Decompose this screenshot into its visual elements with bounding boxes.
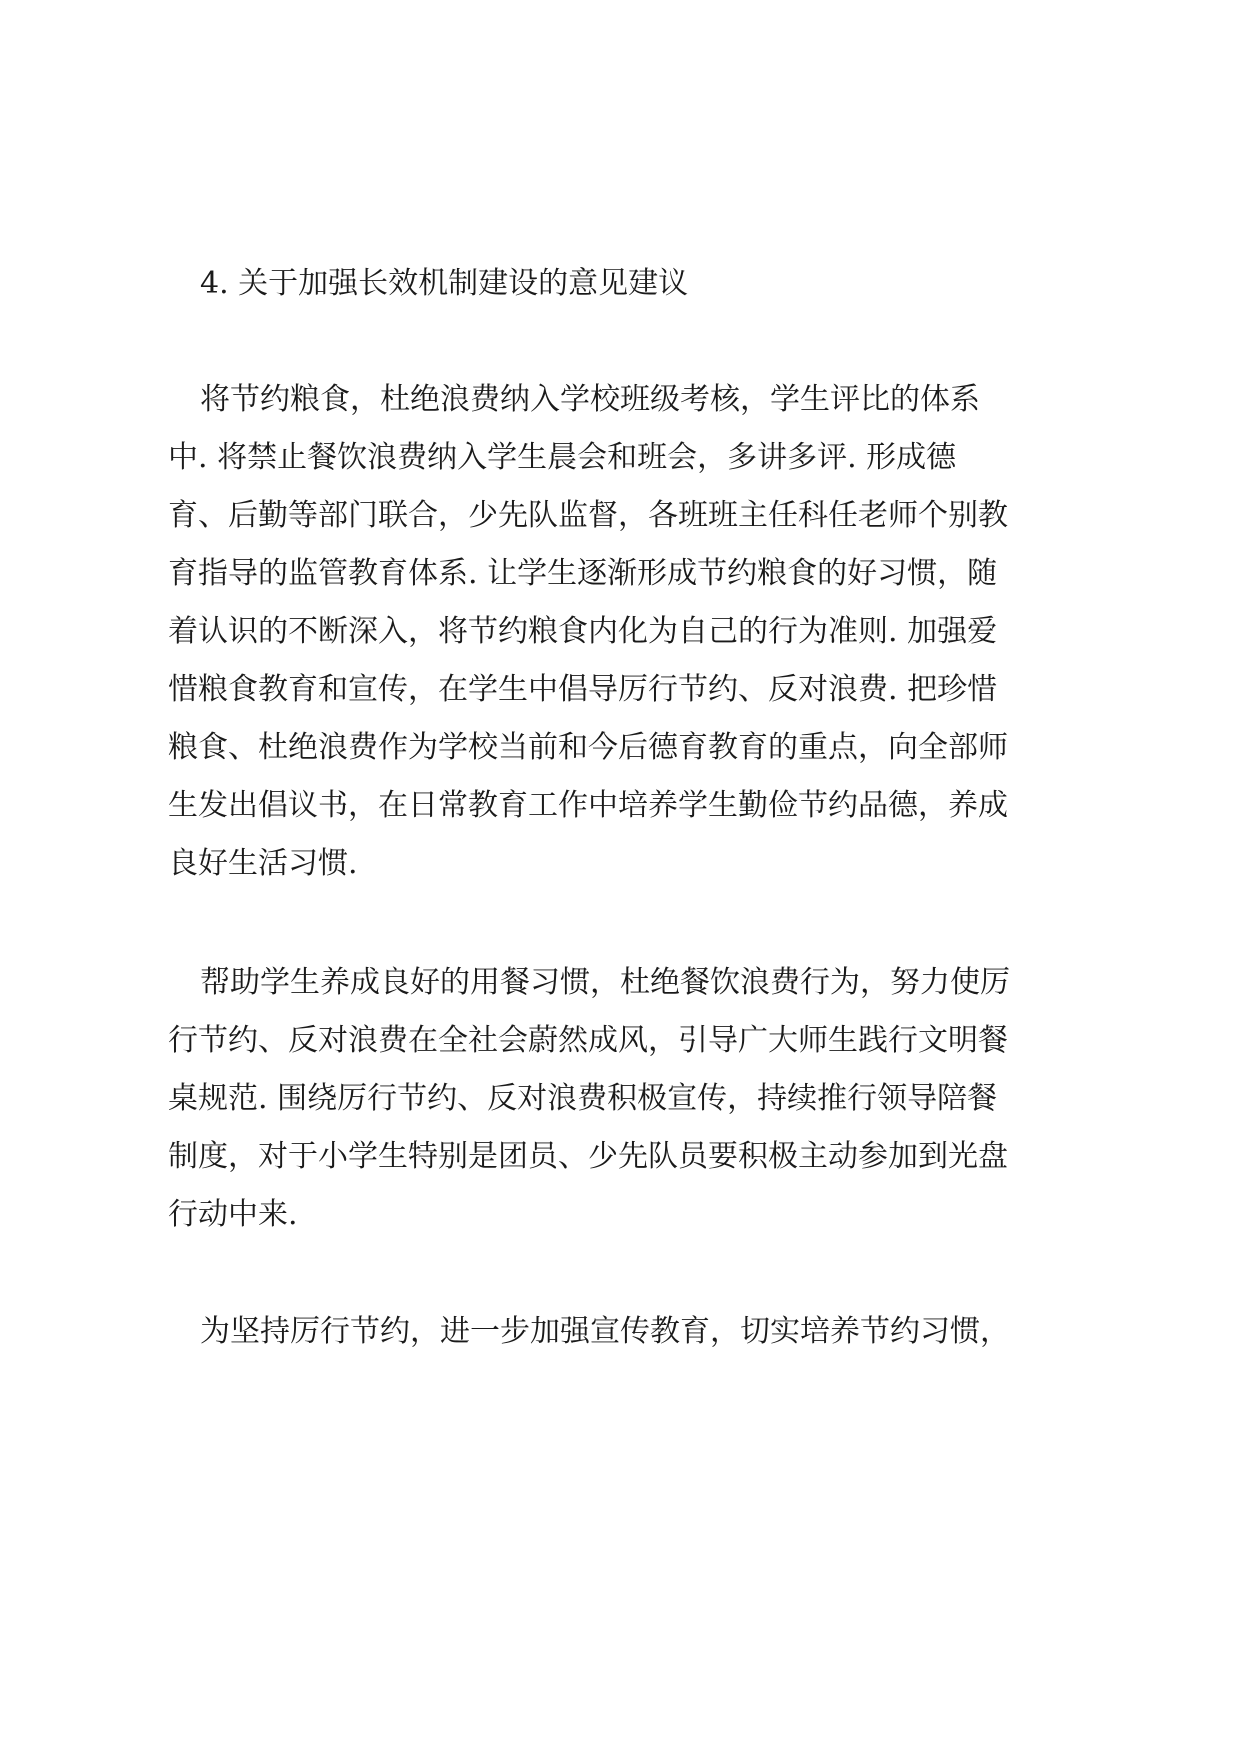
paragraph-2-line-4: 制度，对于小学生特别是团员、少先队员要积极主动参加到光盘: [168, 1139, 1008, 1174]
paragraph-1-line-3: 育、后勤等部门联合，少先队监督，各班班主任科任老师个别教: [168, 498, 1008, 533]
paragraph-1-line-5: 着认识的不断深入，将节约粮食内化为自己的行为准则. 加强爱: [168, 614, 998, 649]
paragraph-1-line-2: 中. 将禁止餐饮浪费纳入学生晨会和班会，多讲多评. 形成德: [168, 440, 957, 475]
paragraph-2-line-1: 帮助学生养成良好的用餐习惯，杜绝餐饮浪费行为，努力使厉: [200, 965, 1010, 1000]
paragraph-1-line-8: 生发出倡议书，在日常教育工作中培养学生勤俭节约品德，养成: [168, 788, 1008, 823]
paragraph-2-line-5: 行动中来.: [168, 1197, 298, 1232]
paragraph-1-line-7: 粮食、杜绝浪费作为学校当前和今后德育教育的重点，向全部师: [168, 730, 1008, 765]
paragraph-1-line-1: 将节约粮食，杜绝浪费纳入学校班级考核，学生评比的体系: [200, 382, 980, 417]
paragraph-1-line-9: 良好生活习惯.: [168, 846, 358, 881]
paragraph-2-line-3: 桌规范. 围绕厉行节约、反对浪费积极宣传，持续推行领导陪餐: [168, 1081, 998, 1116]
paragraph-1-line-6: 惜粮食教育和宣传，在学生中倡导厉行节约、反对浪费. 把珍惜: [168, 672, 998, 707]
paragraph-3-line-1: 为坚持厉行节约，进一步加强宣传教育，切实培养节约习惯，: [200, 1314, 1010, 1349]
paragraph-2-line-2: 行节约、反对浪费在全社会蔚然成风，引导广大师生践行文明餐: [168, 1023, 1008, 1058]
section-heading: 4. 关于加强长效机制建设的意见建议: [200, 266, 689, 301]
paragraph-1-line-4: 育指导的监管教育体系. 让学生逐渐形成节约粮食的好习惯，随: [168, 556, 998, 591]
